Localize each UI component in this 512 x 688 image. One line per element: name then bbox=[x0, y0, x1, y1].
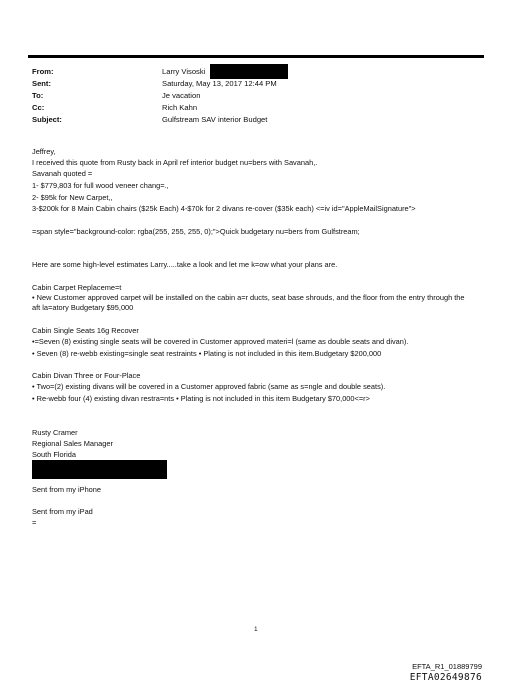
seats-bullet-2: • Seven (8) re-webb existing=single seat restraints • Plating is not included in this item.Budgetary $200,000 bbox=[32, 349, 382, 358]
signature-title: Regional Sales Manager bbox=[32, 439, 113, 448]
to-label: To: bbox=[32, 91, 44, 100]
sent-from-iphone: Sent from my iPhone bbox=[32, 485, 102, 494]
page-number: 1 bbox=[254, 626, 258, 633]
redaction-from bbox=[210, 64, 288, 79]
from-value: Larry Visoski bbox=[162, 67, 206, 76]
signature-name: Rusty Cramer bbox=[32, 428, 78, 437]
seats-heading: Cabin Single Seats 16g Recover bbox=[32, 326, 139, 335]
subject-value: Gulfstream SAV interior Budget bbox=[162, 115, 268, 124]
signature-region: South Florida bbox=[32, 450, 76, 459]
cc-label: Cc: bbox=[32, 103, 45, 112]
sent-value: Saturday, May 13, 2017 12:44 PM bbox=[162, 79, 277, 88]
sent-from-ipad: Sent from my iPad bbox=[32, 507, 93, 516]
quote-item-3: 3-$200k for 8 Main Cabin chairs ($25k Each) 4-$70k for 2 divans re-cover ($35k each) <=iv id="AppleMailSignature"> bbox=[32, 204, 416, 213]
intro-line: I received this quote from Rusty back in April ref interior budget nu=bers with Savanah,. bbox=[32, 158, 318, 167]
trailing-equals: = bbox=[32, 518, 37, 527]
subject-label: Subject: bbox=[32, 115, 62, 124]
header-rule bbox=[28, 55, 484, 58]
seats-bullet-1: •=Seven (8) existing single seats will be covered in Customer approved materi=l (same as double seats and divan). bbox=[32, 337, 409, 346]
cc-value: Rich Kahn bbox=[162, 103, 198, 112]
bates-number-2: EFTA02649876 bbox=[409, 672, 482, 683]
divan-heading: Cabin Divan Three or Four-Place bbox=[32, 371, 141, 380]
divan-bullet-2: • Re-webb four (4) existing divan restra=nts • Plating is not included in this item Budgetary $70,000<=r> bbox=[32, 394, 370, 403]
carpet-bullet: • New Customer approved carpet will be installed on the cabin a=r ducts, seat base shrouds, and the floor from the entry through the aft la=atory Budgetary $95,000 bbox=[32, 293, 465, 312]
divan-bullet-1: • Two=(2) existing divans will be covered in a Customer approved fabric (same as s=ngle and double seats). bbox=[32, 382, 386, 391]
from-label: From: bbox=[32, 67, 54, 76]
redaction-signature bbox=[32, 460, 167, 479]
savanah-quoted: Savanah quoted = bbox=[32, 169, 93, 178]
to-value: Je vacation bbox=[162, 91, 201, 100]
carpet-heading: Cabin Carpet Replaceme=t bbox=[32, 283, 122, 292]
quote-item-1: 1- $779,803 for full wood veneer chang=., bbox=[32, 181, 169, 190]
bates-number-1: EFTA_R1_01889799 bbox=[412, 662, 482, 671]
sent-label: Sent: bbox=[32, 79, 51, 88]
greeting: Jeffrey, bbox=[32, 147, 56, 156]
quote-item-2: 2- $95k for New Carpet,, bbox=[32, 193, 113, 202]
span-line: =span style="background-color: rgba(255, 255, 255, 0);">Quick budgetary nu=bers from Gulfstream; bbox=[32, 227, 360, 236]
estimates-intro: Here are some high-level estimates Larry.....take a look and let me k=ow what your plans are. bbox=[32, 260, 338, 269]
